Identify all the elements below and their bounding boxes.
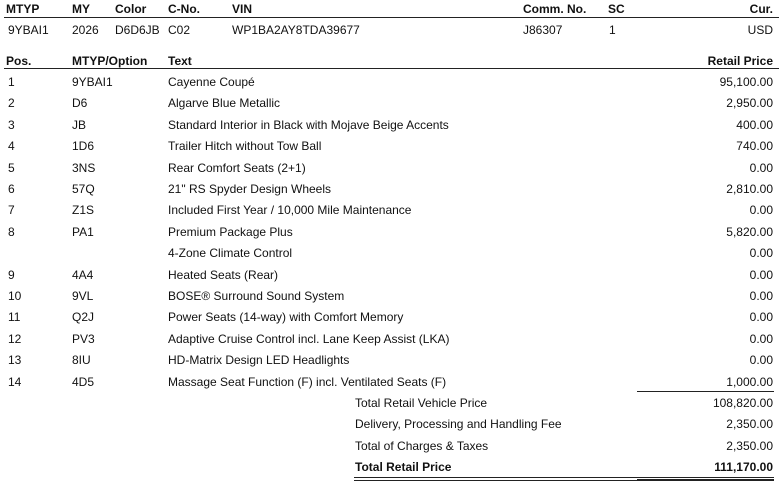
row-price: 95,100.00 [719, 75, 773, 89]
row-text: 4-Zone Climate Control [168, 246, 293, 261]
pos-column-header: Pos. [6, 54, 32, 68]
row-pos: 2 [8, 96, 15, 111]
subtotal-rule [637, 391, 774, 392]
row-price: 0.00 [749, 246, 773, 261]
row-text: Standard Interior in Black with Mojave Beige Accents [168, 117, 449, 132]
table-row [0, 243, 783, 264]
mtyp-value: 9YBAI1 [8, 23, 49, 37]
row-pos: 4 [8, 139, 15, 154]
row-text: Rear Comfort Seats (2+1) [168, 160, 306, 175]
row-code: 8IU [72, 353, 91, 368]
model-year-value: 2026 [72, 23, 99, 37]
row-text: Cayenne Coupé [168, 75, 255, 89]
header-divider [4, 17, 779, 18]
row-code: PA1 [72, 224, 94, 239]
row-pos: 5 [8, 160, 15, 175]
row-price: 0.00 [749, 160, 773, 175]
row-code: Z1S [72, 203, 95, 218]
row-code: JB [72, 117, 87, 132]
row-pos: 9 [8, 267, 15, 282]
row-pos: 10 [8, 289, 22, 303]
total-row [0, 457, 783, 478]
row-code: 9YBAI1 [72, 75, 113, 89]
table-header-divider [4, 68, 779, 69]
row-text: BOSE® Surround Sound System [168, 289, 345, 303]
row-code: 4D5 [72, 374, 95, 389]
comm-no-label: Comm. No. [523, 2, 587, 16]
row-price: 0.00 [749, 331, 773, 346]
table-row [0, 179, 783, 200]
sc-label: SC [608, 2, 625, 16]
row-code: 3NS [72, 160, 96, 175]
row-pos: 7 [8, 203, 15, 218]
table-row [0, 115, 783, 136]
currency-label: Cur. [749, 2, 773, 16]
row-code: Q2J [72, 310, 95, 325]
grand-total-price-rule [637, 479, 774, 480]
row-text: Heated Seats (Rear) [168, 267, 279, 282]
row-price: 2,950.00 [726, 96, 773, 111]
row-price: 0.00 [749, 267, 773, 282]
row-price: 1,000.00 [726, 374, 773, 389]
row-code: PV3 [72, 331, 95, 346]
total-label: Total of Charges & Taxes [355, 438, 489, 453]
vin-value: WP1BA2AY8TDA39677 [232, 23, 360, 37]
row-price: 0.00 [749, 353, 773, 368]
row-code: 57Q [72, 182, 95, 196]
price-column-header: Retail Price [707, 54, 773, 68]
row-price: 0.00 [749, 203, 773, 218]
table-row [0, 136, 783, 157]
row-text: Included First Year / 10,000 Mile Maintenance [168, 203, 412, 218]
sc-value: 1 [609, 23, 616, 37]
table-row [0, 265, 783, 286]
model-year-label: MY [72, 2, 90, 16]
row-price: 2,810.00 [726, 182, 773, 196]
grand-total-rule-upper [354, 477, 774, 478]
mtyp-label: MTYP [6, 2, 40, 16]
code-column-header: MTYP/Option [72, 54, 148, 68]
grand-total-rule-lower [354, 480, 774, 481]
total-label: Total Retail Price [355, 460, 452, 475]
vin-label: VIN [232, 2, 253, 16]
row-pos: 8 [8, 224, 15, 239]
comm-no-value: J86307 [523, 23, 563, 37]
text-column-header: Text [168, 54, 192, 68]
row-code: 1D6 [72, 139, 95, 154]
row-text: Algarve Blue Metallic [168, 96, 281, 111]
table-row [0, 158, 783, 179]
total-value: 111,170.00 [714, 460, 773, 475]
total-label: Total Retail Vehicle Price [355, 396, 488, 410]
row-text: HD-Matrix Design LED Headlights [168, 353, 350, 368]
row-pos: 14 [8, 374, 22, 389]
cno-value: C02 [168, 23, 191, 37]
total-value: 2,350.00 [726, 438, 773, 453]
row-text: Power Seats (14-way) with Comfort Memory [168, 310, 404, 325]
row-code: D6 [72, 96, 88, 111]
total-value: 108,820.00 [712, 396, 773, 410]
row-price: 0.00 [749, 310, 773, 325]
total-value: 2,350.00 [726, 417, 773, 432]
cno-label: C-No. [168, 2, 200, 16]
total-row [0, 436, 783, 457]
row-code: 4A4 [72, 267, 94, 282]
total-label: Delivery, Processing and Handling Fee [355, 417, 562, 432]
total-row [0, 414, 783, 435]
table-row [0, 286, 783, 307]
table-row [0, 350, 783, 371]
row-pos: 12 [8, 331, 22, 346]
row-pos: 11 [8, 310, 21, 325]
table-row [0, 72, 783, 93]
row-price: 400.00 [736, 117, 773, 132]
color-value: D6D6JB [115, 23, 160, 37]
row-text: Adaptive Cruise Control incl. Lane Keep Assist (LKA) [168, 331, 450, 346]
row-code: 9VL [72, 289, 94, 303]
currency-value: USD [747, 23, 773, 37]
row-pos: 6 [8, 182, 15, 196]
table-row [0, 329, 783, 350]
row-pos: 3 [8, 117, 15, 132]
row-text: Massage Seat Function (F) incl. Ventilated Seats (F) [168, 374, 447, 389]
total-row [0, 393, 783, 414]
row-text: Trailer Hitch without Tow Ball [168, 139, 322, 154]
row-pos: 13 [8, 353, 22, 368]
row-price: 0.00 [749, 289, 773, 303]
color-label: Color [115, 2, 147, 16]
table-row [0, 222, 783, 243]
row-pos: 1 [8, 75, 15, 89]
row-text: 21" RS Spyder Design Wheels [168, 182, 332, 196]
table-row [0, 372, 783, 393]
row-text: Premium Package Plus [168, 224, 293, 239]
table-row [0, 200, 783, 221]
row-price: 740.00 [736, 139, 773, 154]
table-row [0, 307, 783, 328]
table-row [0, 93, 783, 114]
row-price: 5,820.00 [726, 224, 773, 239]
